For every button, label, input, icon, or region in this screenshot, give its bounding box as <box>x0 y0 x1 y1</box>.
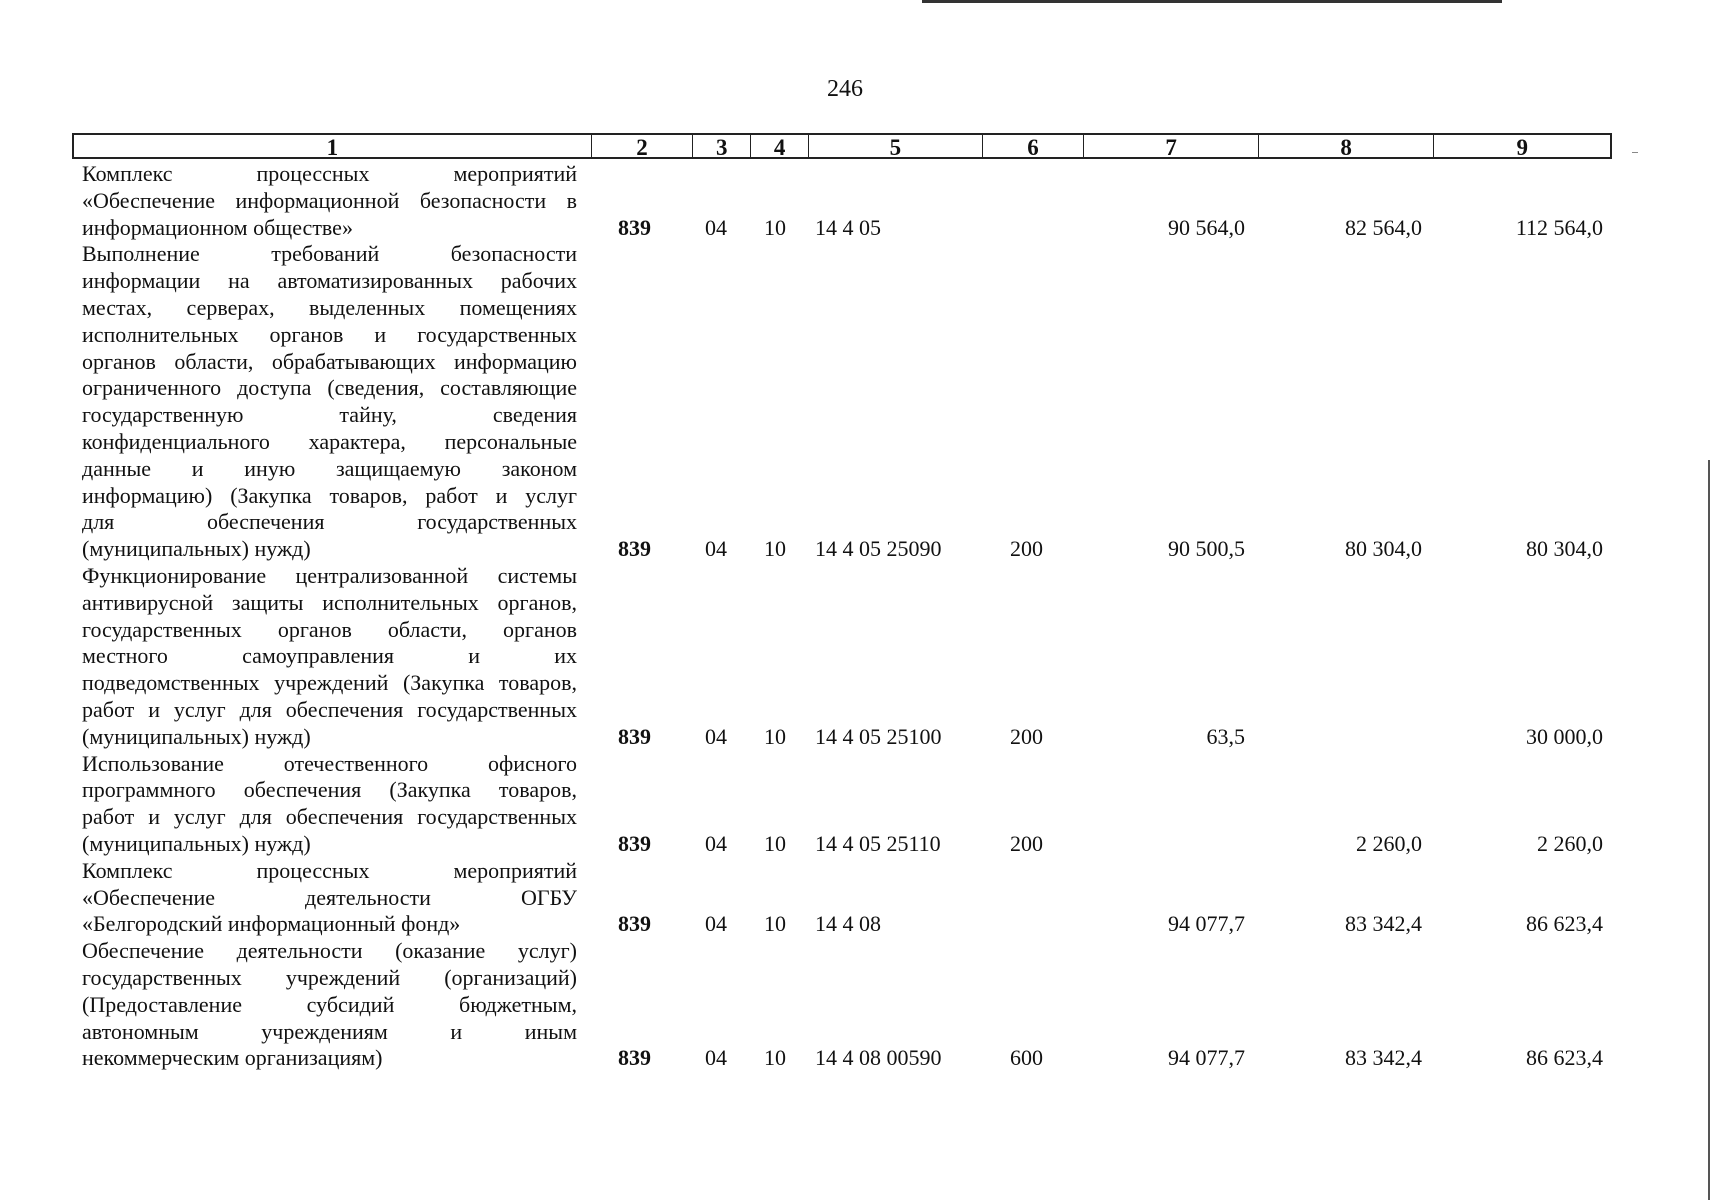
cell-col-9: 112 564,0 <box>1515 214 1603 240</box>
header-col-7: 7 <box>1083 135 1258 157</box>
row-description <box>82 938 577 1072</box>
description-line: государственную тайну, сведения <box>82 402 577 428</box>
cell-col-5: 14 4 05 25100 <box>815 723 942 749</box>
cell-col-4: 10 <box>764 830 786 856</box>
description-line: органов области, обрабатывающих информацию <box>82 348 577 374</box>
description-line: Комплекс процессных мероприятий <box>82 161 577 186</box>
cell-col-5: 14 4 08 00590 <box>815 1045 942 1071</box>
cell-col-2: 839 <box>618 1045 651 1071</box>
cell-col-8: 2 260,0 <box>1356 830 1422 856</box>
cell-col-2: 839 <box>618 830 651 856</box>
cell-col-2: 839 <box>618 214 651 240</box>
header-col-4: 4 <box>750 135 808 157</box>
description-line: Использование отечественного офисного <box>82 750 577 776</box>
row-description <box>82 161 577 241</box>
cell-col-6: 200 <box>1010 830 1043 856</box>
description-line: Функционирование централизованной системы <box>82 562 577 588</box>
header-col-5: 5 <box>808 135 982 157</box>
header-col-3: 3 <box>692 135 750 157</box>
description-line: информации на автоматизированных рабочих <box>82 268 577 294</box>
description-line: антивирусной защиты исполнительных органов, <box>82 589 577 615</box>
cell-col-9: 86 623,4 <box>1526 911 1603 937</box>
description-line: Выполнение требований безопасности <box>82 241 577 267</box>
table-header-row <box>72 133 1612 159</box>
cell-col-3: 04 <box>705 911 727 937</box>
description-line: некоммерческим организациям) <box>82 1045 383 1071</box>
side-tick <box>1632 152 1638 153</box>
description-line: (Предоставление субсидий бюджетным, <box>82 991 577 1017</box>
header-col-1: 1 <box>326 135 339 160</box>
table-row <box>0 938 1714 1072</box>
row-description <box>82 751 577 858</box>
description-line: местного самоуправления и их <box>82 643 577 669</box>
description-line: работ и услуг для обеспечения государственных <box>82 696 577 722</box>
cell-col-6: 200 <box>1010 723 1043 749</box>
description-line: конфиденциального характера, персональные <box>82 428 577 454</box>
cell-col-8: 83 342,4 <box>1345 1045 1422 1071</box>
description-line: ограниченного доступа (сведения, составляющие <box>82 375 577 401</box>
cell-col-3: 04 <box>705 214 727 240</box>
cell-col-7: 90 500,5 <box>1168 536 1245 562</box>
description-line: Обеспечение деятельности (оказание услуг) <box>82 938 577 964</box>
cell-col-4: 10 <box>764 723 786 749</box>
description-line: информационном обществе» <box>82 214 353 240</box>
cell-col-5: 14 4 05 25110 <box>815 830 941 856</box>
cell-col-9: 2 260,0 <box>1537 830 1603 856</box>
cell-col-5: 14 4 05 25090 <box>815 536 942 562</box>
cell-col-5: 14 4 08 <box>815 911 881 937</box>
description-line: данные и иную защищаемую законом <box>82 455 577 481</box>
header-col-6: 6 <box>982 135 1084 157</box>
cell-col-2: 839 <box>618 723 651 749</box>
cell-col-2: 839 <box>618 911 651 937</box>
cell-col-7: 94 077,7 <box>1168 1045 1245 1071</box>
table-row <box>0 563 1714 751</box>
row-description <box>82 563 577 751</box>
cell-col-3: 04 <box>705 536 727 562</box>
cell-col-8: 83 342,4 <box>1345 911 1422 937</box>
description-line: «Белгородский информационный фонд» <box>82 911 461 937</box>
table-row <box>0 751 1714 858</box>
cell-col-7: 63,5 <box>1206 723 1245 749</box>
page-number: 246 <box>827 76 863 102</box>
cell-col-7: 94 077,7 <box>1168 911 1245 937</box>
table-row <box>0 858 1714 938</box>
header-col-8: 8 <box>1258 135 1434 157</box>
description-line: информацию) (Закупка товаров, работ и услуг <box>82 482 577 508</box>
cell-col-4: 10 <box>764 1045 786 1071</box>
table-row <box>0 161 1714 241</box>
cell-col-4: 10 <box>764 214 786 240</box>
cell-col-3: 04 <box>705 723 727 749</box>
description-line: «Обеспечение деятельности ОГБУ <box>82 884 577 910</box>
cell-col-9: 30 000,0 <box>1526 723 1603 749</box>
description-line: для обеспечения государственных <box>82 509 577 535</box>
cell-col-9: 86 623,4 <box>1526 1045 1603 1071</box>
description-line: программного обеспечения (Закупка товаров, <box>82 777 577 803</box>
description-line: государственных органов области, органов <box>82 616 577 642</box>
description-line: работ и услуг для обеспечения государственных <box>82 804 577 830</box>
cell-col-3: 04 <box>705 830 727 856</box>
cell-col-5: 14 4 05 <box>815 214 881 240</box>
cell-col-6: 600 <box>1010 1045 1043 1071</box>
description-line: «Обеспечение информационной безопасности в <box>82 187 577 213</box>
description-line: исполнительных органов и государственных <box>82 321 577 347</box>
description-line: (муниципальных) нужд) <box>82 723 311 749</box>
header-col-9: 9 <box>1433 135 1610 157</box>
cell-col-8: 80 304,0 <box>1345 536 1422 562</box>
cell-col-7: 90 564,0 <box>1168 214 1245 240</box>
table-row <box>0 241 1714 563</box>
table-body <box>0 161 1714 1072</box>
cell-col-8: 82 564,0 <box>1345 214 1422 240</box>
cell-col-9: 80 304,0 <box>1526 536 1603 562</box>
row-description <box>82 858 577 938</box>
description-line: (муниципальных) нужд) <box>82 536 311 562</box>
description-line: автономным учреждениям и иным <box>82 1018 577 1044</box>
cell-col-4: 10 <box>764 911 786 937</box>
header-col-2: 2 <box>591 135 693 157</box>
description-line: Комплекс процессных мероприятий <box>82 857 577 883</box>
top-rule <box>922 0 1502 3</box>
description-line: местах, серверах, выделенных помещениях <box>82 294 577 320</box>
description-line: государственных учреждений (организаций) <box>82 964 577 990</box>
row-description <box>82 241 577 563</box>
cell-col-4: 10 <box>764 536 786 562</box>
description-line: подведомственных учреждений (Закупка товаров, <box>82 670 577 696</box>
cell-col-6: 200 <box>1010 536 1043 562</box>
cell-col-3: 04 <box>705 1045 727 1071</box>
description-line: (муниципальных) нужд) <box>82 830 311 856</box>
cell-col-2: 839 <box>618 536 651 562</box>
